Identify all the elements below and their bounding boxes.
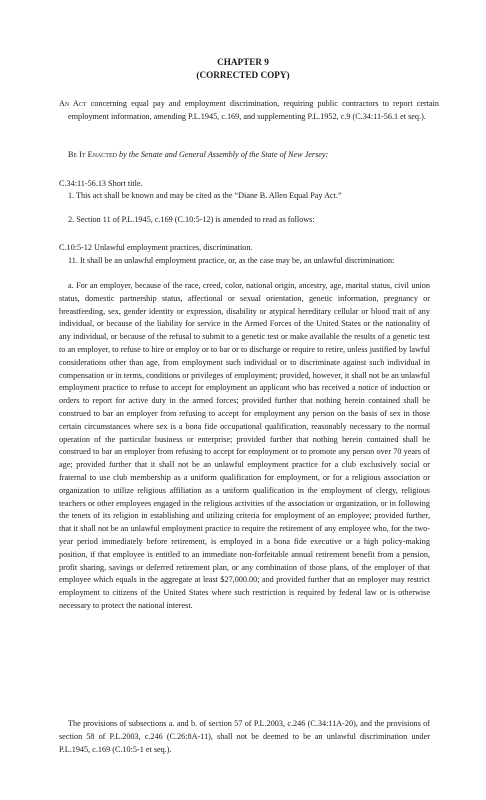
section-1-citation: C.34:11-56.13 Short title. xyxy=(59,179,143,188)
act-text: concerning equal pay and employment discrimination, requiring public contractors to report certain employment information, amending P.L.1945, c.169, and supplementing P.L.1952, c.9 (C.34:11-56.1 et seq.). xyxy=(68,99,439,121)
corrected-copy-heading: (CORRECTED COPY) xyxy=(196,70,290,80)
section-2-text: 2. Section 11 of P.L.1945, c.169 (C.10:5-12) is amended to read as follows: xyxy=(68,215,315,224)
enacting-lead: Be It Enacted xyxy=(68,150,117,159)
chapter-heading: CHAPTER 9 xyxy=(217,57,269,67)
section-11-text: 11. It shall be an unlawful employment practice, or, as the case may be, an unlawful discrimination: xyxy=(68,256,395,265)
section-11-citation: C.10:5-12 Unlawful employment practices, discrimination. xyxy=(59,243,253,252)
act-lead: An Act xyxy=(59,99,87,108)
subsection-a-text: a. For an employer, because of the race, creed, color, national origin, ancestry, age, marital status, civil union status, domestic partnership status, affectional or sexual orientation, genetic information, pregnancy or breastfeeding, sex, gender identity or expression, disability or atypical hereditary cellular or blood trait of any individual, or because of the liability for service in the Armed Forces of the United States or the nationality of any individual, or because of the refusal to submit to a genetic test or make available the results of a genetic test to an employer, to refuse to hire or employ or to bar or to discharge or require to retire, unless justified by lawful considerations other than age, from employment such individual or to discriminate against such individual in compensation or in terms, conditions or privileges of employment; provided, however, it shall not be an unlawful employment practice to refuse to accept for employment an applicant who has received a notice of induction or orders to report for active duty in the armed forces; provided further that nothing herein contained shall be construed to bar an employer from refusing to accept for employment any person on the basis of sex in those certain circumstances where sex is a bona fide occupational qualification, reasonably necessary to the normal operation of the particular business or enterprise; provided further that nothing herein contained shall be construed to bar an employer from refusing to accept for employment or to promote any person over 70 years of age; provided further that it shall not be an unlawful employment practice for a club exclusively social or fraternal to use club membership as a uniform qualification for employment, or for a religious association or organization to utilize religious affiliation as a uniform qualification in the employment of clergy, religious teachers or other employees engaged in the religious activities of the association or organization, or in following the tenets of its religion in establishing and utilizing criteria for employment of an employee; provided further, that it shall not be an unlawful employment practice to require the retirement of any employee who, for the two-year period immediately before retirement, is employed in a bona fide executive or a high policy-making position, if that employee is entitled to an immediate non-forfeitable annual retirement benefit from a pension, profit sharing, savings or deferred retirement plan, or any combination of those plans, of the employer of that employee which equals in the aggregate at least $27,000.00; and provided further that an employer may restrict employment to citizens of the United States where such restriction is required by federal law or is otherwise necessary to protect the national interest. xyxy=(59,281,430,610)
section-1-text: 1. This act shall be known and may be cited as the “Diane B. Allen Equal Pay Act.” xyxy=(68,191,342,200)
act-title-paragraph xyxy=(59,98,439,124)
provisions-paragraph: The provisions of subsections a. and b. of section 57 of P.L.2003, c.246 (C.34:11A-20), and the provisions of section 58 of P.L.2003, c.246 (C.26:8A-11), shall not be deemed to be an unlawful discrimination under P.L.1945, c.169 (C.10:5-1 et seq.). xyxy=(59,719,430,754)
enacting-clause xyxy=(59,149,430,162)
enacting-text: by the Senate and General Assembly of the State of New Jersey: xyxy=(116,150,329,159)
